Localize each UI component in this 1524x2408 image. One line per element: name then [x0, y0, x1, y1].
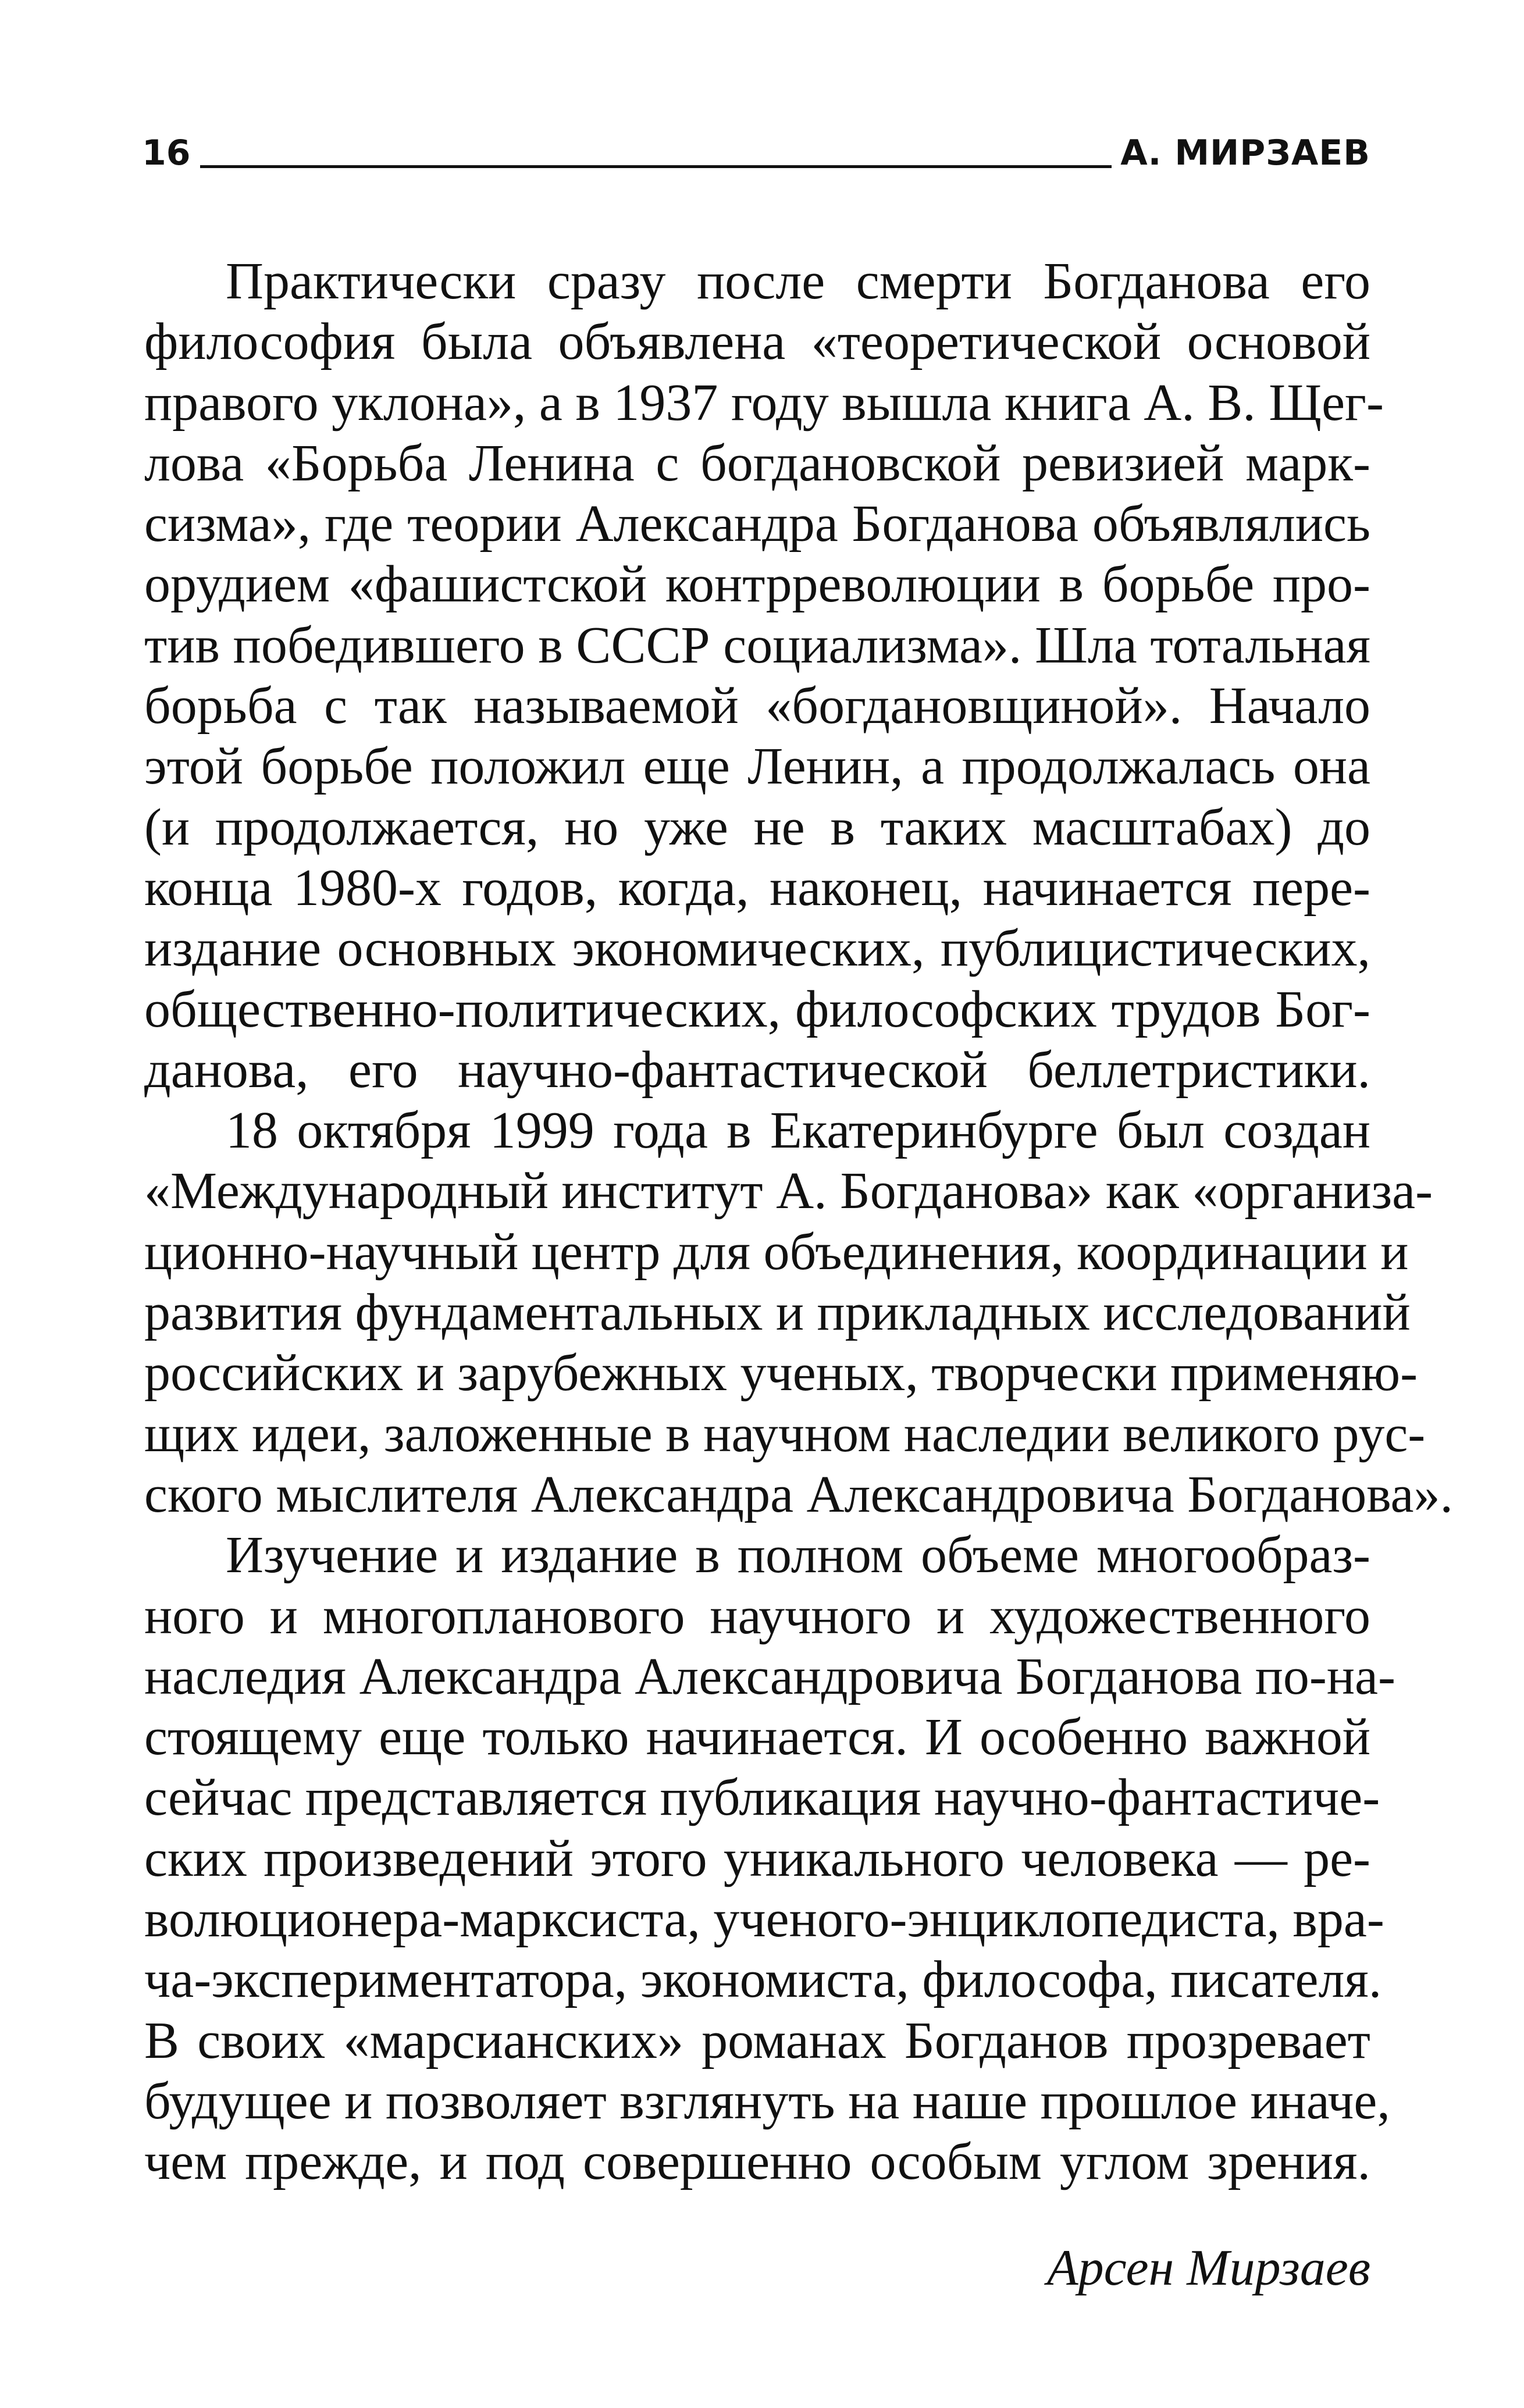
page-number: 16 — [142, 133, 191, 173]
text-line: тив победившего в СССР социализма». Шла тотальная — [144, 616, 1370, 674]
text-line: развития фундаментальных и прикладных исследований — [144, 1284, 1411, 1342]
header-rule — [200, 165, 1112, 168]
text-line: наследия Александра Александровича Богданова по-на- — [144, 1647, 1395, 1705]
text-line: ского мыслителя Александра Александровича Богданова». — [144, 1465, 1453, 1523]
paragraph-3 — [144, 1525, 1395, 2192]
text-line: стоящему еще только начинается. И особенно важной — [144, 1708, 1370, 1766]
text-line: лова «Борьба Ленина с богдановской ревизией марк- — [144, 434, 1370, 492]
text-line: данова, его научно-фантастической беллетристики. — [144, 1041, 1370, 1099]
text-line: будущее и позволяет взглянуть на наше прошлое иначе, — [144, 2072, 1390, 2130]
text-line: этой борьбе положил еще Ленин, а продолжалась она — [144, 738, 1370, 796]
text-line: чем прежде, и под совершенно особым углом зрения. — [144, 2133, 1370, 2191]
text-line: правого уклона», а в 1937 году вышла книга А. В. Щег- — [144, 373, 1384, 432]
text-line: 18 октября 1999 года в Екатеринбурге был создан — [226, 1102, 1370, 1160]
text-line: (и продолжается, но уже не в таких масштабах) до — [144, 798, 1370, 856]
text-line: ча-экспериментатора, экономиста, философа, писателя. — [144, 1951, 1382, 2009]
paragraph-1 — [144, 251, 1384, 1100]
text-line: волюционера-марксиста, ученого-энциклопедиста, вра- — [144, 1890, 1384, 1949]
text-line: ционно-научный центр для объединения, координации и — [144, 1223, 1409, 1281]
text-line: борьба с так называемой «богдановщиной». Начало — [144, 677, 1370, 735]
text-line: «Международный институт А. Богданова» как «организа- — [144, 1162, 1433, 1220]
text-line: конца 1980-х годов, когда, наконец, начинается пере- — [144, 859, 1370, 917]
text-line: ских произведений этого уникального человека — ре- — [144, 1829, 1370, 1887]
text-line: издание основных экономических, публицистических, — [144, 920, 1370, 978]
paragraph-2 — [144, 1100, 1453, 1525]
text-line: орудием «фашистской контрреволюции в борьбе про- — [144, 555, 1370, 614]
author-signature: Арсен Мирзаев — [1046, 2240, 1370, 2296]
text-line: философия была объявлена «теоретической основой — [144, 313, 1370, 371]
text-line: сизма», где теории Александра Богданова объявлялись — [144, 495, 1370, 553]
body-text — [144, 251, 1453, 2193]
text-line: общественно-политических, философских трудов Бог- — [144, 980, 1370, 1038]
text-line: В своих «марсианских» романах Богданов прозревает — [144, 2011, 1370, 2069]
text-line: Практически сразу после смерти Богданова его — [226, 252, 1370, 310]
text-line: ного и многопланового научного и художественного — [144, 1587, 1370, 1645]
running-head-author: А. МИРЗАЕВ — [1120, 133, 1370, 173]
text-line: Изучение и издание в полном объеме многообраз- — [226, 1526, 1370, 1584]
text-line: сейчас представляется публикация научно-фантастиче- — [144, 1769, 1380, 1827]
running-head — [142, 127, 1370, 179]
text-line: щих идеи, заложенные в научном наследии великого рус- — [144, 1405, 1426, 1463]
text-line: российских и зарубежных ученых, творчески применяю- — [144, 1344, 1418, 1402]
